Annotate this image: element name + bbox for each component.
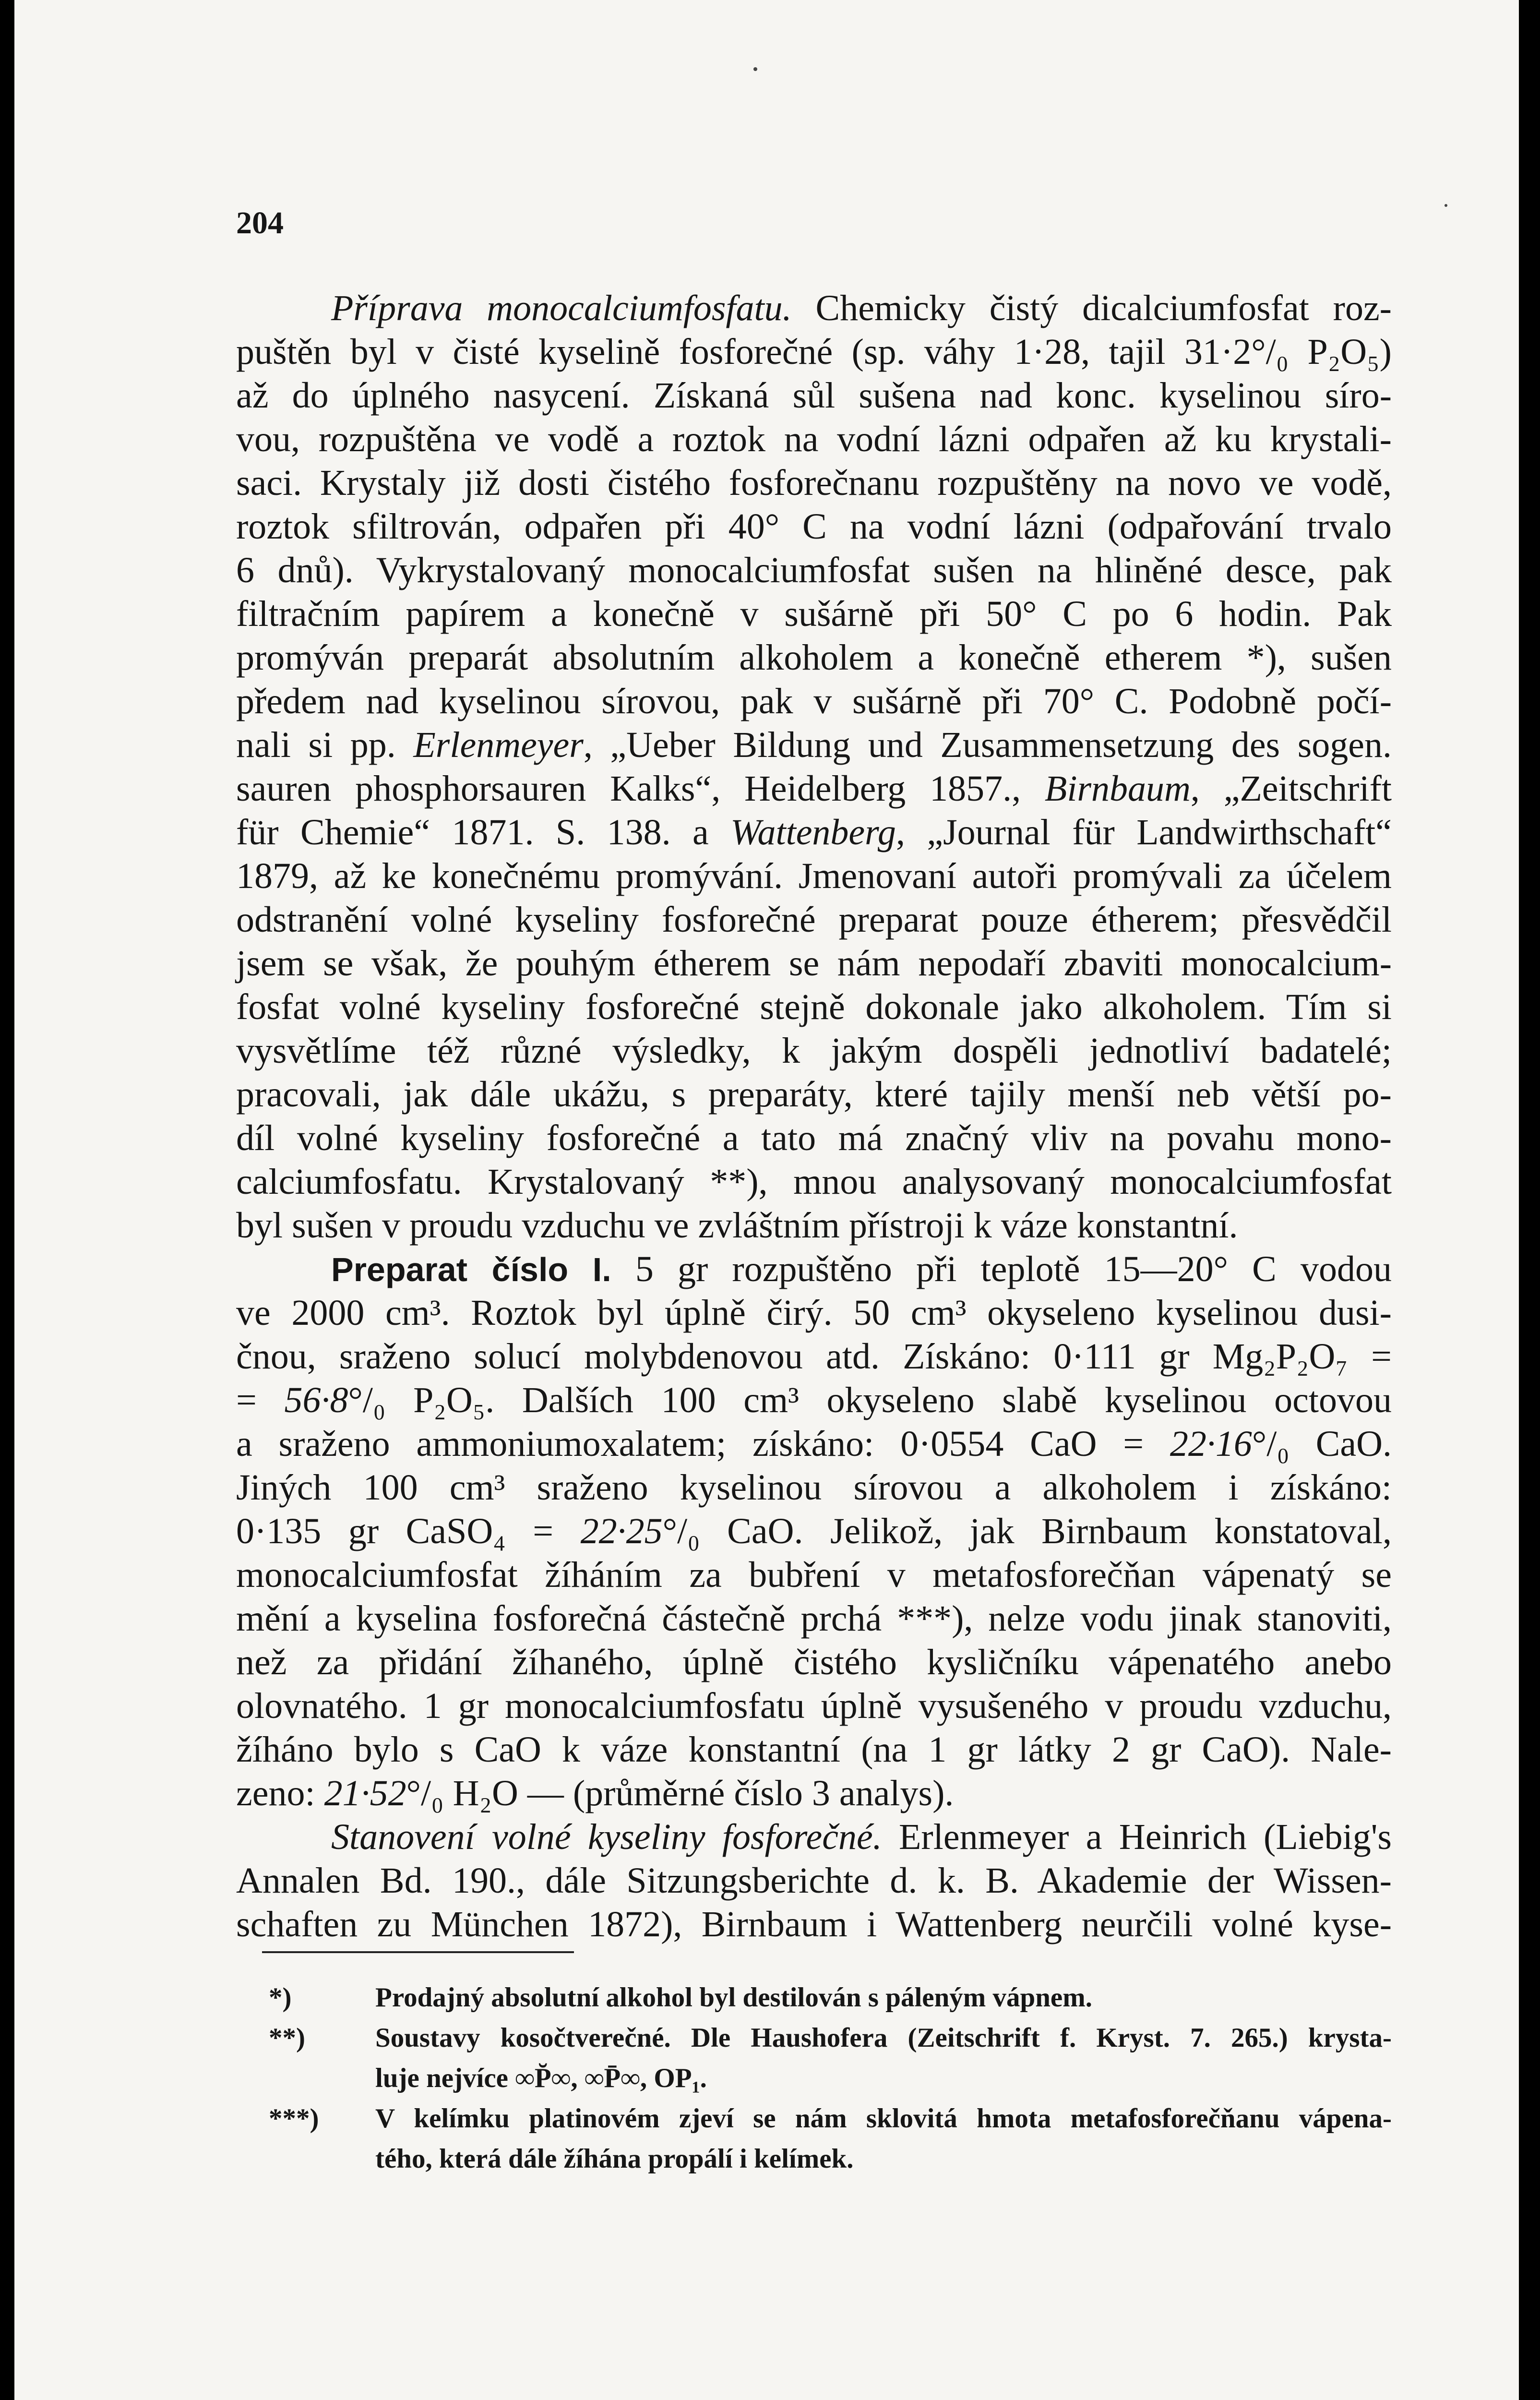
text-line: ve 2000 cm³. Roztok byl úplně čirý. 50 cm³ okyseleno kyselinou dusi-: [236, 1293, 1392, 1333]
text-line: Příprava monocalciumfosfatu. Chemicky čistý dicalciumfosfat roz-: [331, 288, 1392, 328]
footnote-mark: ***): [269, 2103, 319, 2134]
section-heading-italic: Příprava monocalciumfosfatu.: [331, 288, 792, 328]
text-line: pracovali, jak dále ukážu, s preparáty, které tajily menší neb větší po-: [236, 1074, 1392, 1115]
text-line: Annalen Bd. 190., dále Sitzungsberichte d. k. B. Akademie der Wissen-: [236, 1860, 1392, 1901]
text-line: předem nad kyselinou sírovou, pak v sušárně při 70° C. Podobně počí-: [236, 681, 1392, 721]
text-line: 6 dnů). Vykrystalovaný monocalciumfosfat sušen na hliněné desce, pak: [236, 550, 1392, 590]
footnote-text: Soustavy kosočtverečné. Dle Haushofera (Zeitschrift f. Kryst. 7. 265.) krysta-: [375, 2023, 1392, 2053]
italic-value: 22·25: [580, 1511, 663, 1551]
footnote: [269, 1978, 1392, 2018]
footnotes: [269, 1978, 1392, 2179]
text-line: Jiných 100 cm³ sraženo kyselinou sírovou a alkoholem i získáno:: [236, 1467, 1392, 1508]
text-line: díl volné kyseliny fosforečné a tato má značný vliv na povahu mono-: [236, 1118, 1392, 1158]
author-name: Wattenberg: [730, 812, 896, 852]
text-line: puštěn byl v čisté kyselině fosforečné (sp. váhy 1·28, tajil 31·2°/₀ P₂O₅): [236, 332, 1392, 372]
text-line: Preparat číslo I. 5 gr rozpuštěno při teplotě 15—20° C vodou: [331, 1249, 1392, 1289]
italic-value: 22·16: [1170, 1424, 1252, 1464]
scan-speck: [1444, 204, 1447, 207]
footnote-continuation: luje nejvíce ∞P̆∞, ∞P̄∞, OP₁.: [375, 2063, 707, 2093]
italic-value: 21·52: [324, 1773, 406, 1813]
text-line: vou, rozpuštěna ve vodě a roztok na vodní lázni odpařen až ku krystali-: [236, 419, 1392, 459]
text-line: fosfat volné kyseliny fosforečné stejně dokonale jako alkoholem. Tím si: [236, 987, 1392, 1027]
scanned-page: [14, 0, 1519, 2400]
text-line: než za přidání žíhaného, úplně čistého kysličníku vápenatého anebo: [236, 1642, 1392, 1682]
text-line: roztok sfiltrován, odpařen při 40° C na vodní lázni (odpařování trvalo: [236, 506, 1392, 547]
author-name: Erlenmeyer: [413, 725, 584, 765]
body-text: [236, 287, 1392, 1946]
footnote-divider: [262, 1951, 574, 1953]
text-line: nali si pp. Erlenmeyer, „Ueber Bildung und Zusammensetzung des sogen.: [236, 725, 1392, 765]
footnote: [269, 2018, 1392, 2058]
text-line: Stanovení volné kyseliny fosforečné. Erlenmeyer a Heinrich (Liebig's: [331, 1817, 1392, 1857]
footnote-text: V kelímku platinovém zjeví se nám sklovitá hmota metafosforečňanu vápena-: [375, 2103, 1392, 2134]
page-number: 204: [236, 205, 284, 240]
text-line: 0·135 gr CaSO₄ = 22·25°/₀ CaO. Jelikož, jak Birnbaum konstatoval,: [236, 1511, 1392, 1551]
author-name: Birnbaum: [1044, 768, 1191, 809]
scan-speck: [753, 67, 757, 71]
text-line: byl sušen v proudu vzduchu ve zvláštním přístroji k váze konstantní.: [236, 1205, 1238, 1246]
text-line: žíháno bylo s CaO k váze konstantní (na 1 gr látky 2 gr CaO). Nale-: [236, 1729, 1392, 1770]
footnote-mark: *): [269, 1982, 292, 2013]
section-heading-italic: Stanovení volné kyseliny fosforečné.: [331, 1817, 882, 1857]
text-line: filtračním papírem a konečně v sušárně při 50° C po 6 hodin. Pak: [236, 594, 1392, 634]
text-line: = 56·8°/₀ P₂O₅. Dalších 100 cm³ okyseleno slabě kyselinou octovou: [236, 1380, 1392, 1420]
text-line: zeno: 21·52°/₀ H₂O — (průměrné číslo 3 analys).: [236, 1773, 954, 1813]
text-line: olovnatého. 1 gr monocalciumfosfatu úplně vysušeného v proudu vzduchu,: [236, 1686, 1392, 1726]
footnote: [269, 2099, 1392, 2139]
text-line: čnou, sraženo solucí molybdenovou atd. Získáno: 0·111 gr Mg₂P₂O₇ =: [236, 1336, 1392, 1377]
text-line: für Chemie“ 1871. S. 138. a Wattenberg, „Journal für Landwirthschaft“: [236, 812, 1392, 852]
text-line: schaften zu München 1872), Birnbaum i Wattenberg neurčili volné kyse-: [236, 1904, 1392, 1944]
text-line: jsem se však, že pouhým étherem se nám nepodaří zbaviti monocalcium-: [236, 943, 1392, 984]
text-line: monocalciumfosfat žíháním za bubření v metafosforečňan vápenatý se: [236, 1555, 1392, 1595]
text-line: calciumfosfatu. Krystalovaný **), mnou analysovaný monocalciumfosfat: [236, 1162, 1392, 1202]
footnote-mark: **): [269, 2023, 305, 2053]
text-line: sauren phosphorsauren Kalks“, Heidelberg 1857., Birnbaum, „Zeitschrift: [236, 768, 1392, 809]
preparat-heading: Preparat číslo I.: [331, 1251, 611, 1288]
text-line: mění a kyselina fosforečná částečně prchá ***), nelze vodu jinak stanoviti,: [236, 1598, 1392, 1639]
text-line: odstranění volné kyseliny fosforečné preparat pouze étherem; přesvědčil: [236, 900, 1392, 940]
text-line: promýván preparát absolutním alkoholem a konečně etherem *), sušen: [236, 637, 1392, 678]
text-line: a sraženo ammoniumoxalatem; získáno: 0·0554 CaO = 22·16°/₀ CaO.: [236, 1424, 1392, 1464]
footnote-text: Prodajný absolutní alkohol byl destilován s páleným vápnem.: [375, 1982, 1092, 2013]
italic-value: 56·8: [284, 1380, 348, 1420]
footnote-continuation: tého, která dále žíhána propálí i kelímek.: [375, 2144, 854, 2174]
text-line: až do úplného nasycení. Získaná sůl sušena nad konc. kyselinou sírо-: [236, 375, 1392, 416]
text-line: vysvětlíme též různé výsledky, k jakým dospěli jednotliví badatelé;: [236, 1031, 1392, 1071]
text-line: 1879, až ke konečnému promývání. Jmenovaní autoři promývali za účelem: [236, 856, 1392, 896]
text-line: saci. Krystaly již dosti čistého fosforečnanu rozpuštěny na novo ve vodě,: [236, 463, 1392, 503]
